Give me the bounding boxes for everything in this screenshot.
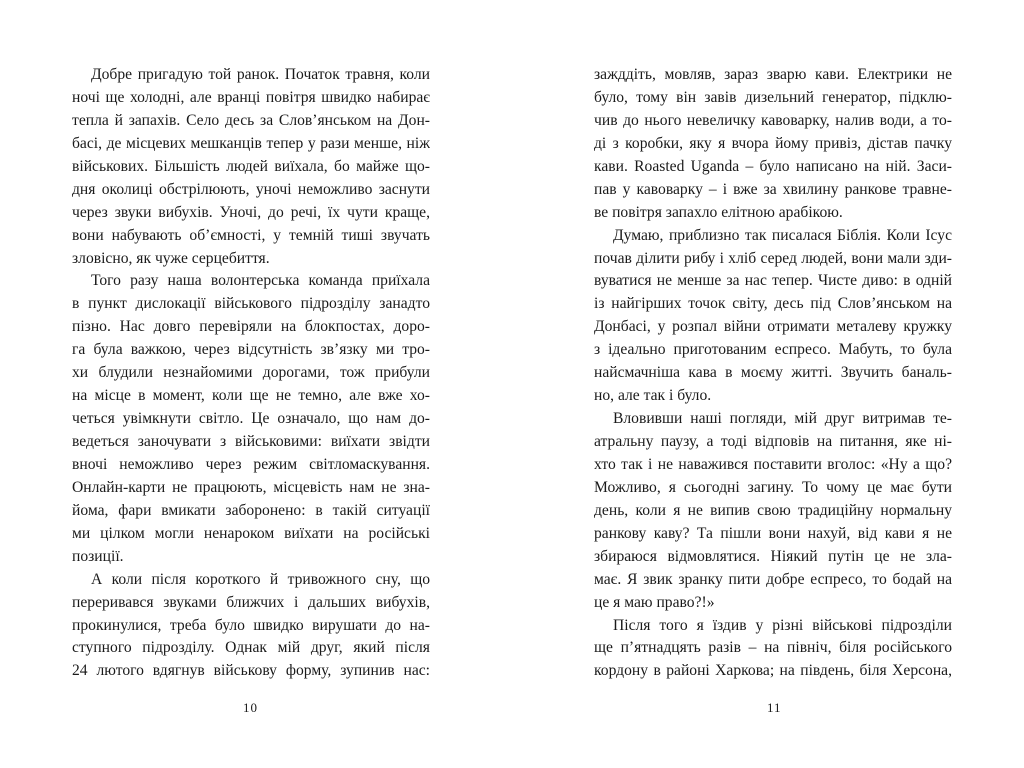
text-line: Можливо, я сьогодні загину. То чому це має бути xyxy=(594,478,952,496)
text-line: з ідеально приготованим еспресо. Мабуть, то була xyxy=(594,341,952,359)
text-line: хто так і не наважився поставити вголос: «Ну а що? xyxy=(594,455,952,473)
page-number-right: 11 xyxy=(767,700,782,715)
text-line: вночі неможливо через режим світломаскування. xyxy=(72,455,430,473)
text-line: пізно. Нас довго перевіряли на блокпостах, доро- xyxy=(72,318,430,336)
text-line: збираюся відмовлятися. Ніякий путін це не зла- xyxy=(594,547,952,565)
text-line: було, тому він завів дизельний генератор, підклю- xyxy=(594,88,952,106)
text-line: це я маю право?!» xyxy=(594,593,715,611)
text-line: но, але так і було. xyxy=(594,387,712,405)
text-line: атральну паузу, а тоді відповів на питання, яке ні- xyxy=(594,433,952,450)
text-line: переривався звуками ближчих і дальших вибухів, xyxy=(72,593,430,611)
text-line: Думаю, приблизно так писалася Біблія. Коли Ісус xyxy=(613,226,952,244)
left-page-text xyxy=(72,64,430,683)
text-line: почав ділити рибу і хліб серед людей, вони мали зди- xyxy=(594,249,952,267)
text-line: вони набувають об’ємності, у темній тиші звучать xyxy=(72,226,430,244)
text-line: найсмачніша кава в моєму житті. Звучить баналь- xyxy=(594,364,952,382)
text-line: четься увімкнути світло. Це означало, що нам до- xyxy=(72,410,430,428)
text-line: га була важкою, через відсутність зв’язку ми тро- xyxy=(72,341,430,359)
text-line: басі, де місцевих мешканців тепер у рази менше, ніж xyxy=(72,134,430,152)
text-line: Донбасі, у розпал війни отримати металеву кружку xyxy=(594,318,952,336)
text-line: дня околиці обстрілюють, уночі неможливо заснути xyxy=(72,180,430,198)
text-line: Добре пригадую той ранок. Початок травня, коли xyxy=(91,66,430,83)
text-line: зажддіть, мовляв, зараз зварю кави. Електрики не xyxy=(594,66,952,83)
text-line: А коли після короткого й тривожного сну, що xyxy=(91,570,430,588)
text-line: пав у кавоварку – і вже за хвилину ранкове травне- xyxy=(594,180,952,198)
text-line: ночі ще холодні, але вранці повітря швидко набирає xyxy=(72,88,430,106)
text-line: ранкову каву? Та пішли вони нахуй, від кави я не xyxy=(594,524,952,542)
text-line: Того разу наша волонтерська команда приїхала xyxy=(91,272,430,290)
text-line: ми цілком могли ненароком виїхати на російські xyxy=(72,524,430,542)
text-line: зловісно, як чуже серцебиття. xyxy=(72,249,270,267)
text-line: позиції. xyxy=(72,547,124,565)
text-line: із найгірших точок світу, десь під Слов’янськом на xyxy=(594,295,952,313)
text-line: на місце в момент, коли ще не темно, але вже хо- xyxy=(72,387,430,405)
text-line: день, коли я не випив свою традиційну нормальну xyxy=(594,501,952,519)
text-line: Вловивши наші погляди, мій друг витримав те- xyxy=(613,410,952,428)
text-line: ді з коробки, яку я вчора йому привіз, дістав пачку xyxy=(594,134,952,152)
text-line: йома, фари вмикати заборонено: в такій ситуації xyxy=(72,501,430,519)
text-line: має. Я звик зранку пити добре еспресо, то бодай на xyxy=(594,570,952,588)
text-line: кави. Roasted Uganda – було написано на ній. Заси- xyxy=(594,157,952,175)
text-line: ведеться заночувати з військовими: виїхати звідти xyxy=(72,433,430,450)
page-number-left: 10 xyxy=(243,700,258,715)
text-line: ступного підрозділу. Однак мій друг, який після xyxy=(72,639,430,657)
text-line: Онлайн-карти не працюють, місцевість нам не зна- xyxy=(72,478,430,496)
right-page-text xyxy=(594,64,952,683)
left-page xyxy=(72,64,430,683)
text-line: військових. Більшість людей виїхала, бо майже що- xyxy=(72,157,430,175)
text-line: Після того я їздив у різні військові підрозділи xyxy=(613,616,952,634)
text-line: хи блудили незнайомими дорогами, тож прибули xyxy=(72,364,430,382)
text-line: кордону в районі Харкова; на південь, біля Херсона, xyxy=(594,662,952,680)
text-line: чив до нього невеличку кавоварку, налив води, а то- xyxy=(594,111,952,129)
right-page xyxy=(594,64,952,683)
text-line: через звуки вибухів. Уночі, до речі, їх чути краще, xyxy=(72,203,430,221)
text-line: тепла й запахів. Село десь за Слов’янськом на Дон- xyxy=(72,111,430,129)
text-line: ще п’ятнадцять разів – на північ, біля російського xyxy=(594,639,952,657)
text-line: вуватися не менше за нас тепер. Чисте диво: в одній xyxy=(594,272,952,290)
text-line: ве повітря запахло елітною арабікою. xyxy=(594,203,843,221)
text-line: 24 лютого вдягнув військову форму, зупинив нас: xyxy=(72,662,430,680)
text-line: в пункт дислокації військового підрозділу занадто xyxy=(72,295,430,313)
text-line: прокинулися, треба було швидко вирушати до на- xyxy=(72,616,430,634)
